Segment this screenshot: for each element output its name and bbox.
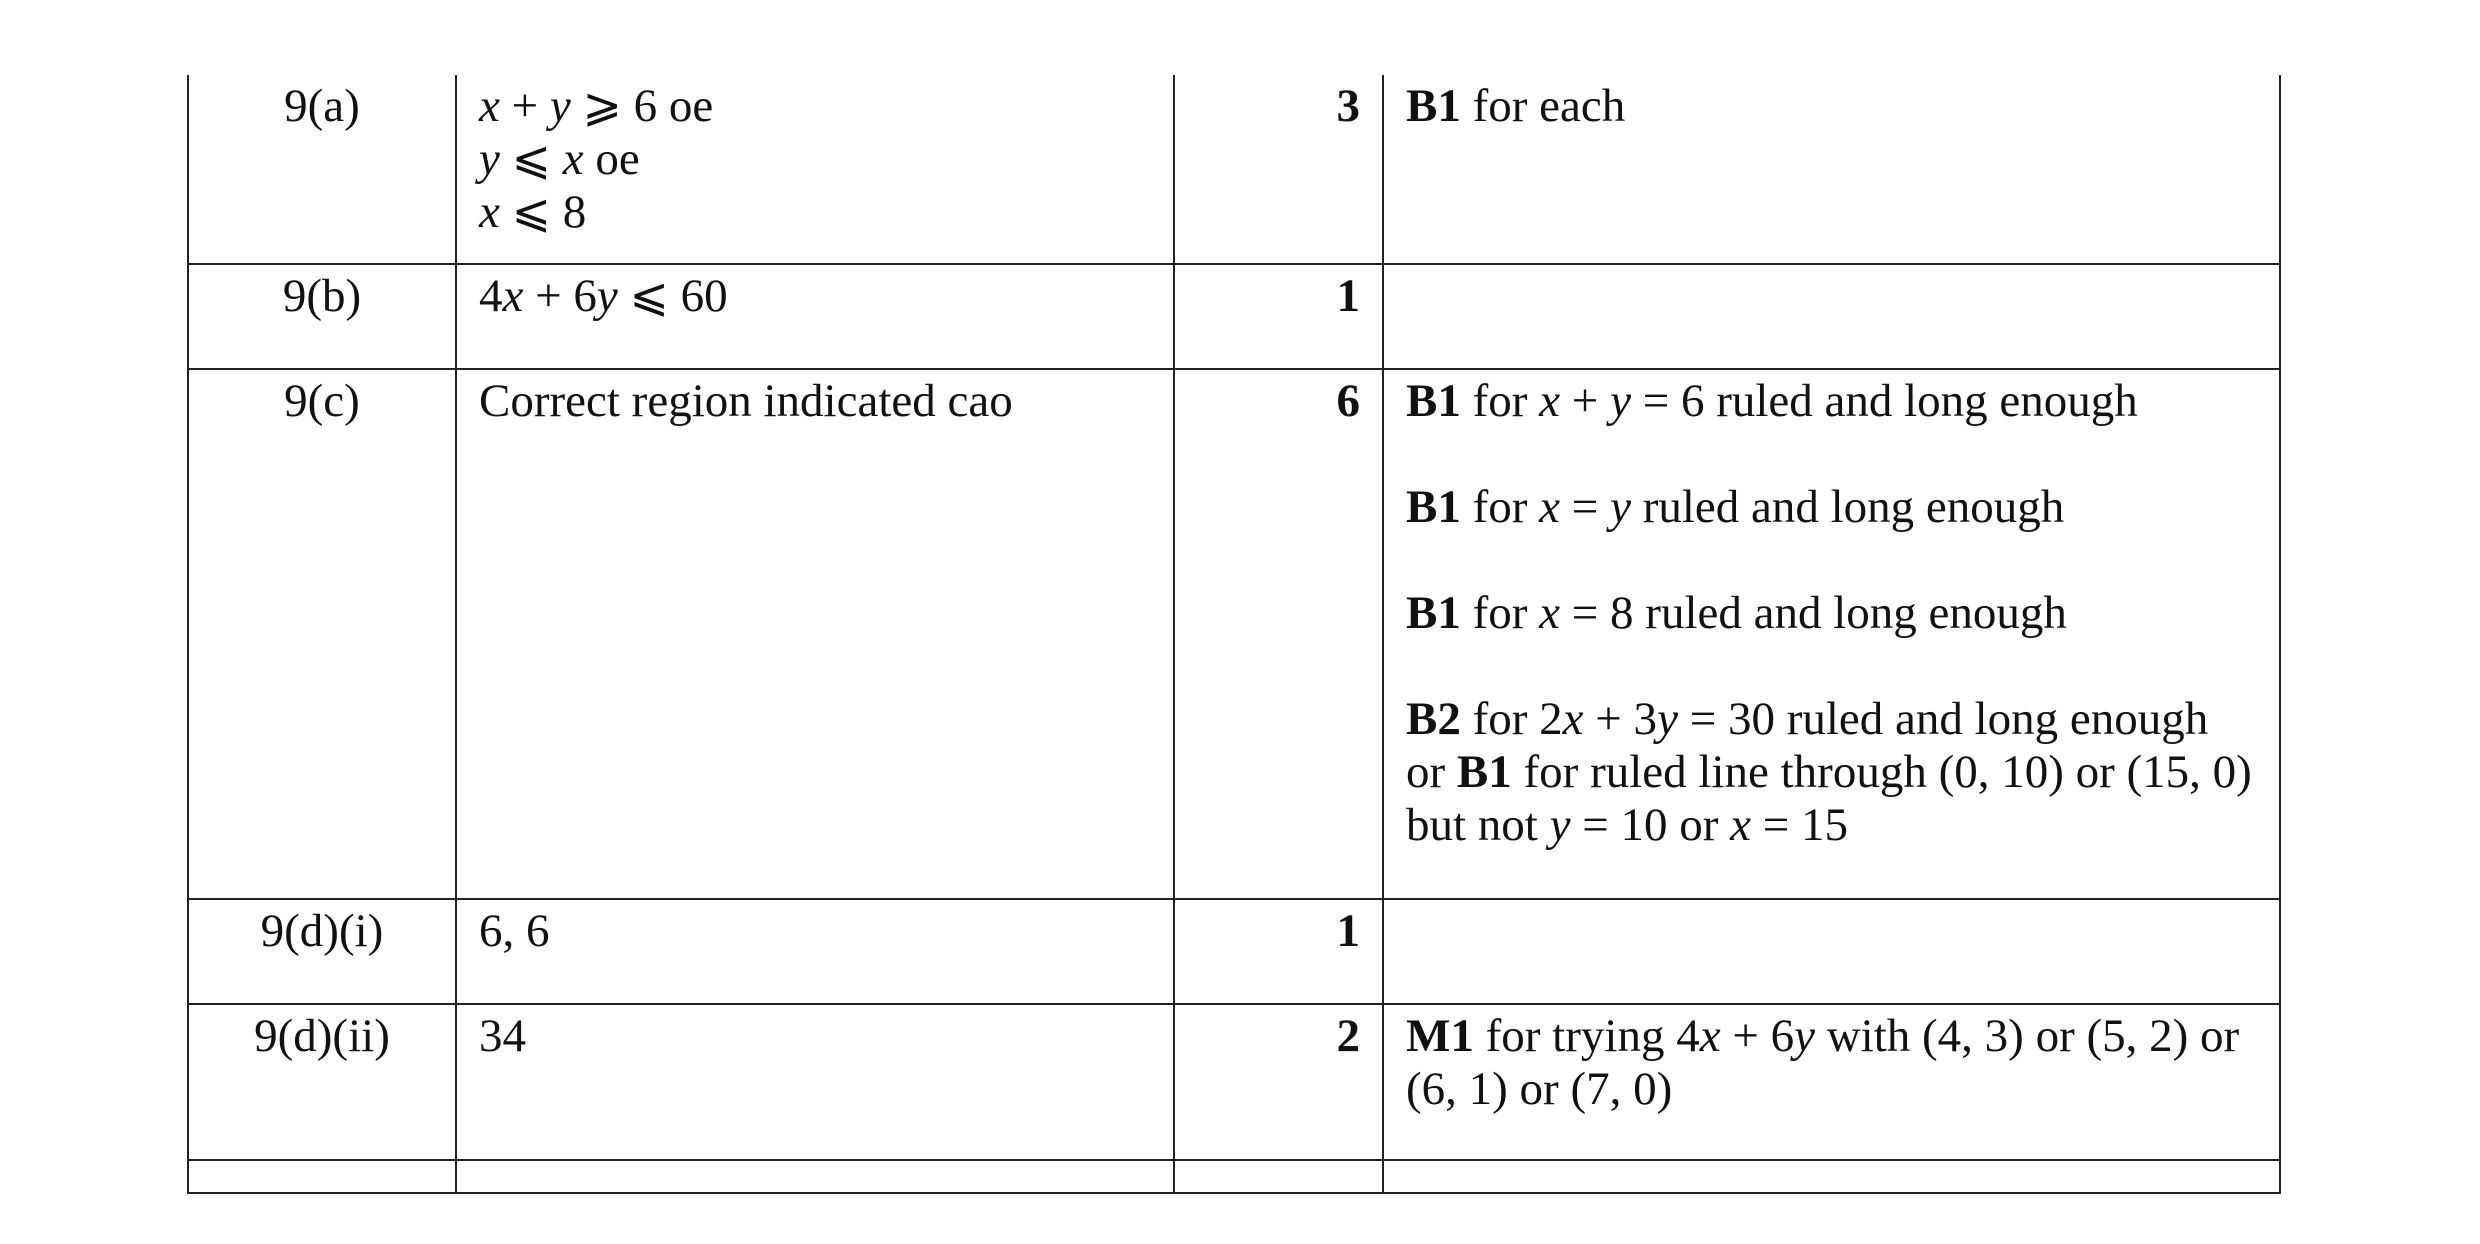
guidance-line: M1 for trying 4x + 6y with (4, 3) or (5, 2) or [1406, 1010, 2240, 1062]
question-number: 9(a) [188, 75, 456, 264]
answer-cell: 34 [456, 1004, 1174, 1160]
answer-cell [456, 75, 1174, 264]
mark-scheme-table [187, 75, 2281, 1194]
answer-cell: 4x + 6y ⩽ 60 [456, 264, 1174, 369]
guidance-line: (6, 1) or (7, 0) [1406, 1063, 1673, 1115]
guidance-cell [1383, 1004, 2280, 1160]
guidance-line: B1 for x = 8 ruled and long enough [1406, 587, 2067, 639]
answer-cell: 6, 6 [456, 899, 1174, 1004]
table-row [188, 264, 2280, 369]
marks-cell: 6 [1174, 369, 1383, 899]
table-row [188, 369, 2280, 899]
guidance-line: B1 for x = y ruled and long enough [1406, 481, 2065, 533]
question-number: 9(c) [188, 369, 456, 899]
answer-line: y ⩽ x oe [479, 133, 640, 185]
answer-cell: Correct region indicated cao [456, 369, 1174, 899]
guidance-line: but not y = 10 or x = 15 [1406, 799, 1849, 851]
answer-line: x + y ⩾ 6 oe [479, 80, 714, 132]
guidance-line: B1 for x + y = 6 ruled and long enough [1406, 375, 2138, 427]
guidance-line: or B1 for ruled line through (0, 10) or (15, 0) [1406, 746, 2252, 798]
question-number: 9(d)(i) [188, 899, 456, 1004]
marks-cell: 2 [1174, 1004, 1383, 1160]
question-number: 9(d)(ii) [188, 1004, 456, 1160]
guidance-cell: B1 for each [1383, 75, 2280, 264]
table-row [188, 75, 2280, 264]
marks-cell: 1 [1174, 899, 1383, 1004]
marks-cell: 3 [1174, 75, 1383, 264]
guidance-cell [1383, 369, 2280, 899]
guidance-cell [1383, 264, 2280, 369]
question-number: 9(b) [188, 264, 456, 369]
answer-line: x ⩽ 8 [479, 186, 587, 238]
guidance-line: B2 for 2x + 3y = 30 ruled and long enough [1406, 693, 2209, 745]
table-row [188, 1004, 2280, 1160]
table-row [188, 899, 2280, 1004]
marks-cell: 1 [1174, 264, 1383, 369]
guidance-cell [1383, 899, 2280, 1004]
table-row [188, 1160, 2280, 1193]
